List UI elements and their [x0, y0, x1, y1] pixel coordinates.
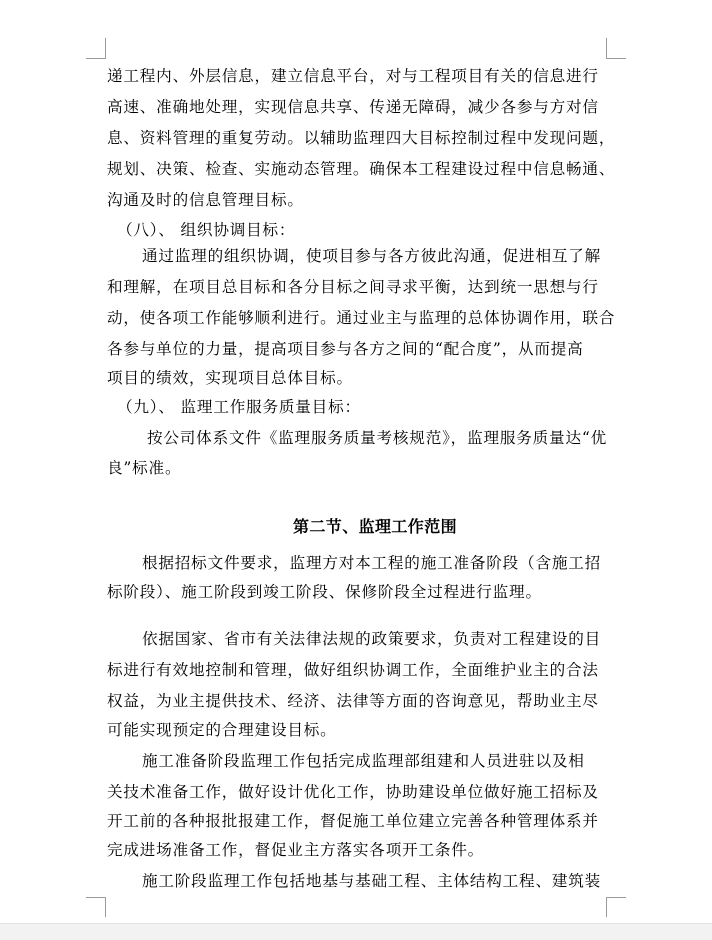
paragraph-line: 动，使各项工作能够顺利进行。通过业主与监理的总体协调作用，联合 [107, 309, 616, 327]
paragraph-line: 开工前的各种报批报建工作，督促施工单位建立完善各种管理体系并 [107, 812, 599, 830]
crop-mark-top-right-h [606, 58, 626, 59]
paragraph-line: 递工程内、外层信息，建立信息平台，对与工程项目有关的信息进行 [107, 67, 599, 85]
section-subheading: （八）、 组织协调目标： [117, 221, 296, 239]
paragraph-line: 施工阶段监理工作包括地基与基础工程、主体结构工程、建筑装 [142, 872, 602, 890]
paragraph-line: 通过监理的组织协调，使项目参与各方彼此沟通，促进相互了解 [142, 247, 602, 265]
paragraph-line: 标阶段）、施工阶段到竣工阶段、保修阶段全过程进行监理。 [107, 583, 542, 601]
paragraph-line: 完成进场准备工作，督促业主方落实各项开工条件。 [107, 841, 485, 859]
paragraph-line: 各参与单位的力量，提高项目参与各方之间的“配合度”，从而提高 [107, 340, 584, 358]
crop-mark-bottom-right-v [606, 897, 607, 917]
paragraph-line: 和理解，在项目总目标和各分目标之间寻求平衡，达到统一思想与行 [107, 278, 599, 296]
paragraph-line: 根据招标文件要求，监理方对本工程的施工准备阶段（含施工招 [142, 554, 602, 572]
crop-mark-bottom-left-v [105, 897, 106, 917]
paragraph-line: 按公司体系文件《监理服务质量考核规范》，监理服务质量达“优 [147, 429, 607, 447]
page-bottom-band [0, 923, 712, 940]
paragraph-line: 依据国家、省市有关法律法规的政策要求，负责对工程建设的目 [142, 630, 602, 648]
crop-mark-top-left-h [86, 58, 106, 59]
paragraph-line: 可能实现预定的合理建设目标。 [107, 721, 337, 739]
paragraph-line: 息、资料管理的重复劳动。以辅助监理四大目标控制过程中发现问题， [107, 129, 616, 147]
paragraph-line: 规划、决策、检查、实施动态管理。确保本工程建设过程中信息畅通、 [107, 160, 616, 178]
section-heading: 第二节、监理工作范围 [293, 517, 458, 536]
paragraph-line: 施工准备阶段监理工作包括完成监理部组建和人员进驻以及相 [142, 752, 585, 770]
paragraph-line: 高速、准确地处理，实现信息共享、传递无障碍，减少各参与方对信 [107, 98, 599, 116]
crop-mark-bottom-right-h [606, 897, 626, 898]
paragraph-line: 关技术准备工作，做好设计优化工作，协助建设单位做好施工招标及 [107, 783, 599, 801]
section-subheading: （九）、 监理工作服务质量目标： [117, 398, 361, 416]
crop-mark-bottom-left-h [86, 897, 106, 898]
paragraph-line: 权益，为业主提供技术、经济、法律等方面的咨询意见，帮助业主尽 [107, 692, 599, 710]
paragraph-line: 项目的绩效，实现项目总体目标。 [107, 369, 353, 387]
crop-mark-top-right-v [606, 38, 607, 58]
paragraph-line: 良”标准。 [107, 459, 182, 477]
paragraph-line: 沟通及时的信息管理目标。 [107, 191, 304, 209]
paragraph-line: 标进行有效地控制和管理，做好组织协调工作，全面维护业主的合法 [107, 661, 599, 679]
crop-mark-top-left-v [105, 38, 106, 58]
